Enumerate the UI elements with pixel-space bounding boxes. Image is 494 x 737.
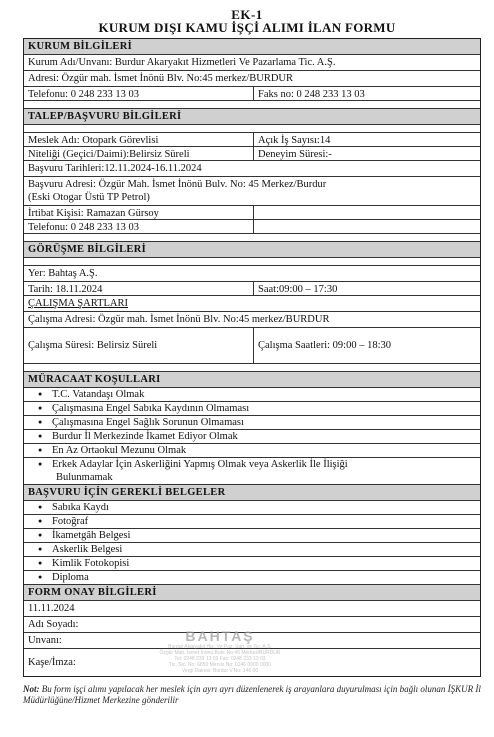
calisma-sure-row (24, 328, 480, 364)
kurum-fax: Faks no: 0 248 233 13 03 (258, 89, 365, 100)
stamp-line: Burdur Akaryakıt Hiz. Ve Paz. San. ve Tic. A.Ş. (168, 644, 272, 650)
belge-item: ● İkametgâh Belgesi (24, 529, 480, 543)
spacer (24, 101, 480, 109)
spacer (24, 258, 480, 266)
belge-item: ● Diploma (24, 571, 480, 585)
calisma-sartlari: ÇALIŞMA ŞARTLARI (24, 296, 480, 312)
note-label: Not: (23, 684, 40, 694)
spacer (24, 234, 480, 242)
acik-is-sayisi: Açık İş Sayısı:14 (258, 135, 331, 146)
gorusme-saat: Saat:09:00 – 17:30 (258, 284, 338, 295)
footer-note (23, 684, 483, 706)
stamp-line: Tic. Sic. No: 6850 Mersis No: 0146 0000 0000 (168, 662, 272, 668)
basvuru-adresi (24, 177, 480, 206)
section-kurum: KURUM BİLGİLERİ (24, 39, 480, 55)
basvuru-tarihleri: Başvuru Tarihleri:12.11.2024-16.11.2024 (24, 161, 480, 177)
irtibat-kisisi: İrtibat Kişisi: Ramazan Gürsoy (24, 206, 254, 219)
kurum-address: Adresi: Özgür mah. İsmet İnönü Blv. No:45 merkez/BURDUR (24, 71, 480, 87)
muracaat-item (24, 458, 480, 485)
calisma-saatleri: Çalışma Saatleri: 09:00 – 18:30 (258, 340, 391, 351)
deneyim: Deneyim Süresi:- (258, 149, 332, 160)
belge-item: ● Sabıka Kaydı (24, 501, 480, 515)
talep-telefon: Telefonu: 0 248 233 13 03 (24, 220, 254, 233)
belge-item: ● Kimlik Fotokopisi (24, 557, 480, 571)
onay-unvani: Unvanı: (24, 633, 480, 649)
basvuru-adresi-line2: (Eski Otogar Üstü TP Petrol) (28, 192, 150, 203)
muracaat-item: ● T.C. Vatandaşı Olmak (24, 388, 480, 402)
calisma-adresi: Çalışma Adresi: Özgür mah. İsmet İnönü Blv. No:45 merkez/BURDUR (24, 312, 480, 328)
kurum-name: Kurum Adı/Unvanı: Burdur Akaryakıt Hizmetleri Ve Pazarlama Tic. A.Ş. (24, 55, 480, 71)
muracaat-item-line1: ● Erkek Adaylar İçin Askerliğini Yapmış Olmak veya Askerlik İle İlişiği (52, 459, 348, 470)
spacer (24, 364, 480, 372)
section-gorusme: GÖRÜŞME BİLGİLERİ (24, 242, 480, 258)
nitelik: Niteliği (Geçici/Daimi):Belirsiz Süreli (24, 147, 254, 160)
muracaat-item: ● Burdur İl Merkezinde İkamet Ediyor Olmak (24, 430, 480, 444)
muracaat-item: ● Çalışmasına Engel Sabıka Kaydının Olmaması (24, 402, 480, 416)
gorusme-tarih: Tarih: 18.11.2024 (24, 282, 254, 295)
stamp-line: Tel: 0248 233 13 03 Fax: 0248 233 13 03 (174, 656, 266, 662)
irtibat-empty (254, 206, 480, 219)
onay-date: 11.11.2024 (24, 601, 480, 617)
section-onay: FORM ONAY BİLGİLERİ (24, 585, 480, 601)
irtibat-row (24, 206, 480, 220)
muracaat-item-line2: Bulunmamak (56, 472, 113, 483)
spacer (24, 125, 480, 133)
talep-meslek-row (24, 133, 480, 147)
gorusme-yer: Yer: Bahtaş A.Ş. (24, 266, 480, 282)
stamp-name: BAHTAŞ (185, 628, 255, 644)
note-text: Bu form işçi alımı yapılacak her meslek için ayrı ayrı düzenlenerek iş arayanlara duyurulması için bağlı olunan İŞKUR İl Müdürlüğüne/Hizmet Merkezine gönderilir (23, 684, 481, 705)
gorusme-tarih-row (24, 282, 480, 296)
talep-telefon-row (24, 220, 480, 234)
belge-item: ● Askerlik Belgesi (24, 543, 480, 557)
section-talep: TALEP/BAŞVURU BİLGİLERİ (24, 109, 480, 125)
form-title: KURUM DIŞI KAMU İŞÇİ ALIMI İLAN FORMU (98, 20, 396, 35)
talep-telefon-empty (254, 220, 480, 233)
muracaat-item: ● Çalışmasına Engel Sağlık Sorunun Olmaması (24, 416, 480, 430)
talep-nitelik-row (24, 147, 480, 161)
stamp-line: Özgür Mah. İsmet İnönü Bulv. No:45 Merkez/BURDUR (159, 650, 281, 656)
form-table (23, 38, 481, 677)
belge-item: ● Fotoğraf (24, 515, 480, 529)
form-code: EK-1 (231, 7, 263, 22)
section-muracaat: MÜRACAAT KOŞULLARI (24, 372, 480, 388)
kurum-phone: Telefonu: 0 248 233 13 03 (24, 87, 254, 100)
basvuru-adresi-line1: Başvuru Adresi: Özgür Mah. İsmet İnönü Bulv. No: 45 Merkez/Burdur (28, 179, 327, 190)
section-belgeler: BAŞVURU İÇİN GEREKLİ BELGELER (24, 485, 480, 501)
kurum-contact-row (24, 87, 480, 101)
stamp-line: Vergi Dairesi: Burdur V.No: 146 00 (181, 668, 259, 674)
onay-adi-soyadi: Adı Soyadı: (24, 617, 480, 633)
onay-kase-imza: Kaşe/İmza: (28, 657, 76, 668)
company-stamp (150, 628, 290, 688)
calisma-suresi: Çalışma Süresi: Belirsiz Süreli (24, 328, 254, 363)
muracaat-item: ● En Az Ortaokul Mezunu Olmak (24, 444, 480, 458)
meslek-adi: Meslek Adı: Otopark Görevlisi (24, 133, 254, 146)
